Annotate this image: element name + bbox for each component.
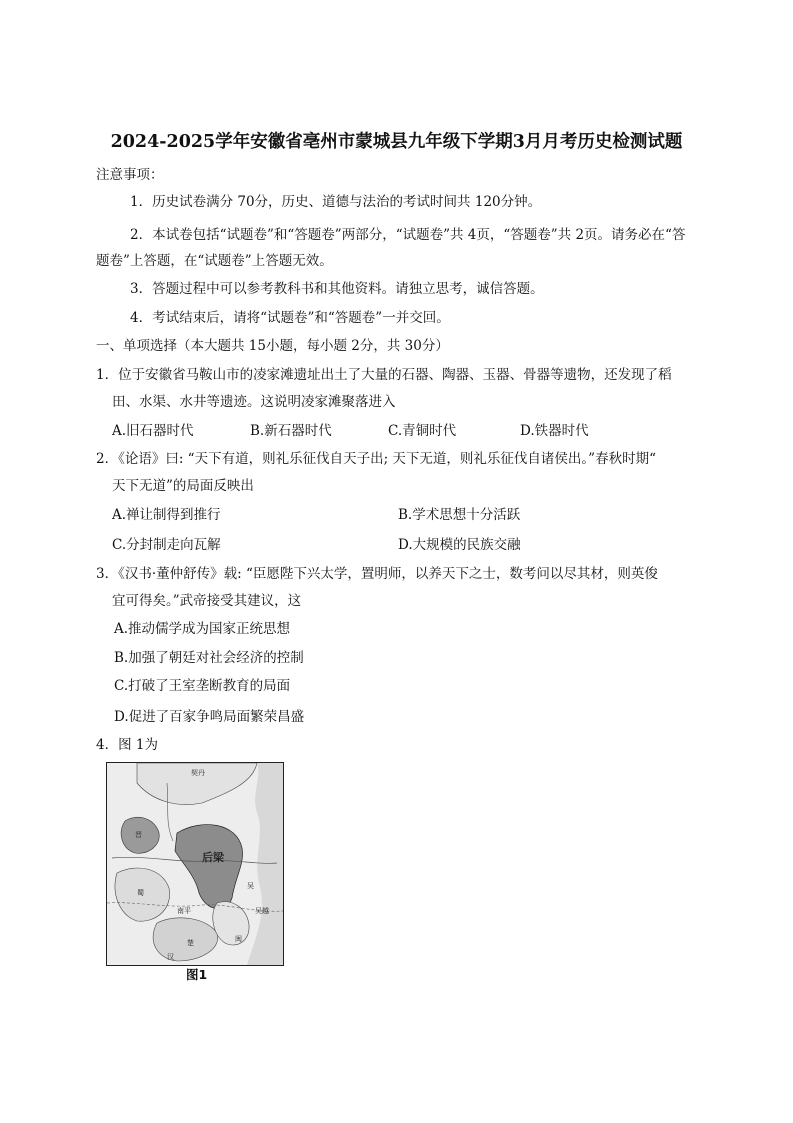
q1-option-b[interactable]: B.新石器时代 <box>250 423 332 439</box>
figure-1-map <box>106 762 284 966</box>
q2-stem-line2: 天下无道”的局面反映出 <box>112 478 254 494</box>
section-heading: 一、单项选择（本大题共 15小题，每小题 2分，共 30分） <box>96 338 449 354</box>
q3-option-b[interactable]: B.加强了朝廷对社会经济的控制 <box>114 650 304 666</box>
q3-option-d[interactable]: D.促进了百家争鸣局面繁荣昌盛 <box>114 709 305 725</box>
q3-option-a[interactable]: A.推动儒学成为国家正统思想 <box>114 621 291 637</box>
map-label-jin: 晋 <box>135 831 142 839</box>
q1-option-c[interactable]: C.青铜时代 <box>388 423 457 439</box>
map-label-han: 汉 <box>167 953 174 961</box>
map-label-wu: 吴 <box>247 882 254 890</box>
map-graphic <box>107 763 283 965</box>
map-label-min: 闽 <box>235 935 242 943</box>
q2-option-b[interactable]: B.学术思想十分活跃 <box>398 507 521 523</box>
notice-item-1: 1．历史试卷满分 70分，历史、道德与法治的考试时间共 120分钟。 <box>130 194 542 210</box>
figure-1-caption: 图1 <box>186 967 208 982</box>
q4-stem-line1: 4．图 1为 <box>96 737 158 753</box>
q2-option-c[interactable]: C.分封制走向瓦解 <box>112 537 221 553</box>
map-label-houliang: 后梁 <box>202 851 224 864</box>
q1-stem-line1: 1．位于安徽省马鞍山市的凌家滩遗址出土了大量的石器、陶器、玉器、骨器等遗物，还发现了稻 <box>96 367 672 383</box>
q1-option-d[interactable]: D.铁器时代 <box>520 423 589 439</box>
q1-stem-line2: 田、水渠、水井等遗迹。这说明凌家滩聚落进入 <box>112 394 396 410</box>
q3-option-c[interactable]: C.打破了王室垄断教育的局面 <box>114 678 291 694</box>
q2-stem-line1: 2．《论语》曰: “天下有道，则礼乐征伐自天子出; 天下无道，则礼乐征伐自诸侯出。”春秋时期“ <box>96 451 656 467</box>
notice-heading: 注意事项： <box>96 167 164 183</box>
map-label-qidan: 契丹 <box>191 769 205 777</box>
notice-item-2: 2．本试卷包括“试题卷”和“答题卷”两部分，“试题卷”共 4页，“答题卷”共 2页。请务必在“答 <box>130 227 686 243</box>
q1-options <box>112 422 712 440</box>
map-label-chu: 楚 <box>187 939 194 947</box>
q3-stem-line1: 3．《汉书·董仲舒传》载: “臣愿陛下兴太学，置明师，以养天下之士，数考问以尽其材，则英俊 <box>96 566 658 582</box>
q1-option-a[interactable]: A.旧石器时代 <box>112 423 194 439</box>
notice-item-2-cont: 题卷”上答题，在“试题卷”上答题无效。 <box>96 253 333 269</box>
q3-stem-line2: 宜可得矣。”武帝接受其建议，这 <box>112 593 302 609</box>
q2-option-a[interactable]: A.禅让制得到推行 <box>112 507 221 523</box>
page-title: 2024-2025学年安徽省亳州市蒙城县九年级下学期3月月考历史检测试题 <box>110 132 683 152</box>
notice-item-3: 3．答题过程中可以参考教科书和其他资料。请独立思考，诚信答题。 <box>130 281 544 297</box>
map-label-shu: 蜀 <box>137 889 144 897</box>
map-label-wuyue: 吴越 <box>255 907 269 915</box>
notice-item-4: 4．考试结束后，请将“试题卷”和“答题卷”一并交回。 <box>130 310 450 326</box>
q2-option-d[interactable]: D.大规模的民族交融 <box>398 537 521 553</box>
map-label-nanping: 南平 <box>177 907 191 915</box>
